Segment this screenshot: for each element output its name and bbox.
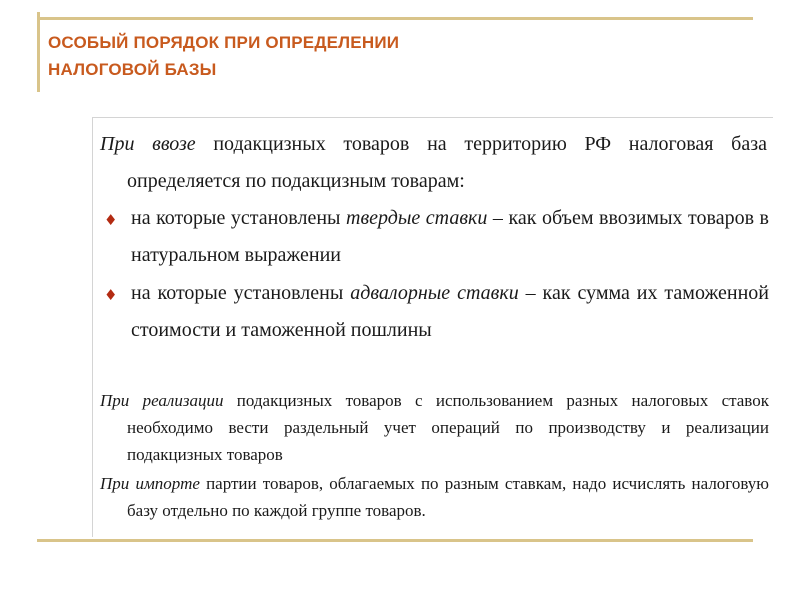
bullet-1-emphasis: твердые ставки bbox=[346, 207, 488, 229]
realization-text: подакцизных товаров с использованием разных налоговых ставок необходимо вести раздельный учет операций по производству и реализации подакцизных товаров bbox=[127, 391, 769, 464]
slide-title bbox=[48, 29, 648, 83]
bullet-2-emphasis: адвалорные ставки bbox=[350, 282, 519, 304]
bullet-1-text-start: на которые установлены bbox=[131, 207, 346, 229]
decorative-top-rule bbox=[37, 17, 753, 20]
decorative-bottom-rule bbox=[37, 539, 753, 542]
intro-paragraph bbox=[100, 126, 767, 200]
import-emphasis: При импорте bbox=[100, 474, 200, 493]
decorative-vertical-rule bbox=[37, 12, 40, 92]
slide-title-line-1: ОСОБЫЙ ПОРЯДОК ПРИ ОПРЕДЕЛЕНИИ bbox=[48, 33, 400, 52]
realization-paragraph bbox=[100, 387, 769, 468]
intro-text: подакцизных товаров на территорию РФ налоговая база определяется по подакцизным товарам: bbox=[127, 133, 767, 192]
import-text: партии товаров, облагаемых по разным ставкам, надо исчислять налоговую базу отдельно по каждой группе товаров. bbox=[127, 474, 770, 520]
diamond-icon: ♦ bbox=[104, 211, 118, 229]
realization-emphasis: При реализации bbox=[100, 391, 224, 410]
bullet-2-text-start: на которые установлены bbox=[131, 282, 351, 304]
bullet-item-advalorem-rates bbox=[131, 275, 769, 349]
intro-emphasis: При ввозе bbox=[100, 133, 196, 155]
bullet-1-text-end: – как объем ввозимых товаров в натуральном выражении bbox=[131, 207, 769, 266]
bullet-2-text-end: – как сумма их таможенной стоимости и таможенной пошлины bbox=[131, 282, 769, 341]
bullet-item-fixed-rates bbox=[131, 200, 769, 274]
slide-title-line-2: НАЛОГОВОЙ БАЗЫ bbox=[48, 60, 217, 79]
import-paragraph bbox=[100, 470, 769, 524]
diamond-icon: ♦ bbox=[104, 286, 118, 304]
